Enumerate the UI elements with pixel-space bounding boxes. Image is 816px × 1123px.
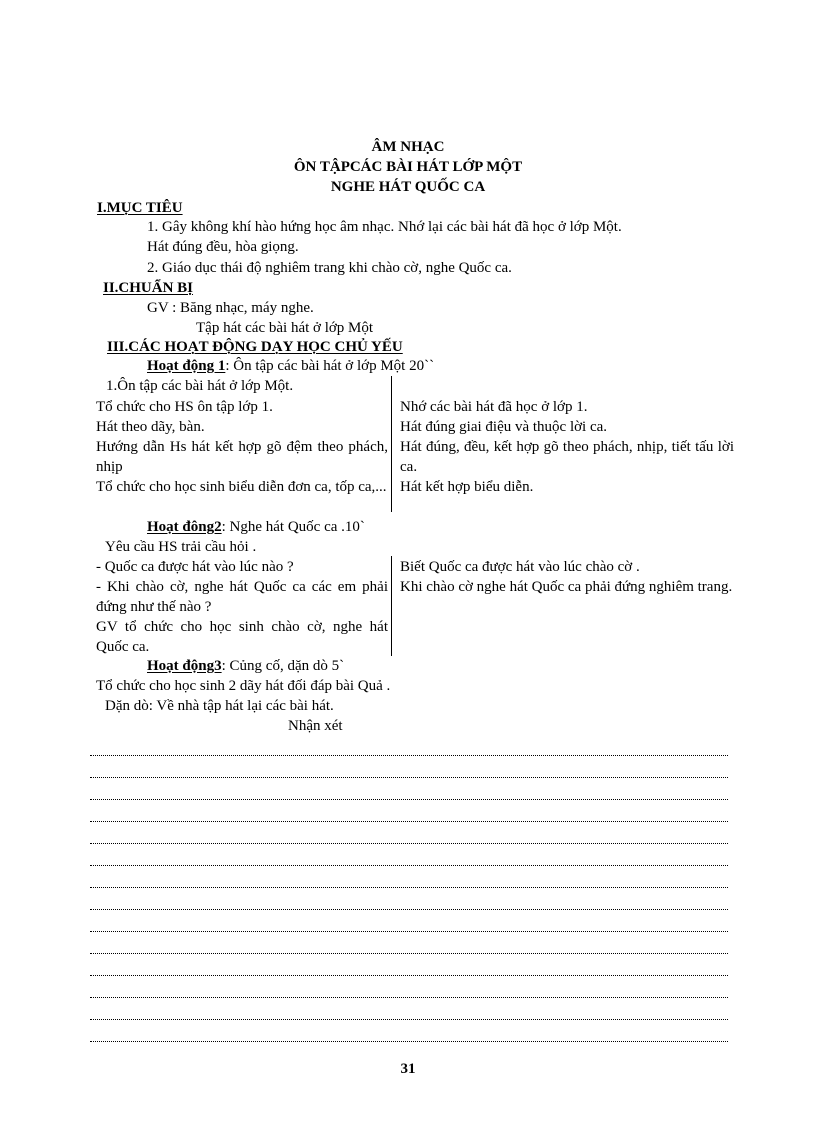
activity3-title: : Củng cố, dặn dò 5` xyxy=(221,658,345,674)
activity1-heading xyxy=(147,356,434,376)
activity2-student-item: Khi chào cờ nghe hát Quốc ca phải đứng nghiêm trang. xyxy=(400,579,733,595)
activity2-label: Hoạt đông2 xyxy=(147,519,222,535)
objective-line: 2. Giáo dục thái độ nghiêm trang khi chào cờ, nghe Quốc ca. xyxy=(147,260,512,276)
page-number: 31 xyxy=(400,1061,416,1077)
dotted-line xyxy=(90,799,728,800)
activity1-teacher-item: Hát theo dãy, bàn. xyxy=(96,419,205,435)
preparation-line: Tập hát các bài hát ở lớp Một xyxy=(196,320,374,336)
preparation-line: GV : Băng nhạc, máy nghe. xyxy=(147,300,314,316)
dotted-line xyxy=(90,997,728,998)
activity2-subheading: Yêu cầu HS trải cầu hỏi . xyxy=(105,539,257,555)
section-activities-heading: III.CÁC HOẠT ĐỘNG DẠY HỌC CHỦ YẾU xyxy=(107,339,403,355)
activity2-teacher-item: - Khi chào cờ, nghe hát Quốc ca các em phải đứng như thế nào ? xyxy=(96,579,388,615)
activity1-label: Hoạt động 1 xyxy=(147,358,226,374)
dotted-line xyxy=(90,821,728,822)
dotted-line xyxy=(90,953,728,954)
dotted-line xyxy=(90,865,728,866)
activity3-line: Dặn dò: Về nhà tập hát lại các bài hát. xyxy=(105,698,334,714)
activity1-title: : Ôn tập các bài hát ở lớp Một 20`` xyxy=(225,358,435,374)
activity1-student-item: Hát kết hợp biểu diễn. xyxy=(400,479,534,495)
dotted-line xyxy=(90,931,728,932)
activity1-student-item: Nhớ các bài hát đã học ở lớp 1. xyxy=(400,399,588,415)
activity2-heading xyxy=(147,517,365,537)
dotted-line xyxy=(90,975,728,976)
dotted-line xyxy=(90,755,728,756)
dotted-line xyxy=(90,843,728,844)
column-divider xyxy=(391,376,392,512)
lesson-title: ÔN TẬPCÁC BÀI HÁT LỚP MỘT xyxy=(293,159,523,175)
dotted-line xyxy=(90,909,728,910)
dotted-line xyxy=(90,887,728,888)
subject-title: ÂM NHẠC xyxy=(371,139,445,155)
activity1-student-item: Hát đúng giai điệu và thuộc lời ca. xyxy=(400,419,608,435)
activity3-heading xyxy=(147,656,344,676)
dotted-line xyxy=(90,1019,728,1020)
section-preparation-heading: II.CHUẨN BỊ xyxy=(103,280,194,296)
activity3-label: Hoạt động3 xyxy=(147,658,222,674)
objective-line: Hát đúng đều, hòa giọng. xyxy=(147,239,299,255)
remarks-label: Nhận xét xyxy=(288,718,343,734)
activity2-teacher-item: - Quốc ca được hát vào lúc nào ? xyxy=(96,559,294,575)
activity2-student-item: Biết Quốc ca được hát vào lúc chào cờ . xyxy=(400,559,640,575)
activity1-teacher-item: Tổ chức cho HS ôn tập lớp 1. xyxy=(96,399,273,415)
activity1-teacher-item: Hướng dẫn Hs hát kết hợp gõ đệm theo phách, nhịp xyxy=(96,439,388,475)
dotted-line xyxy=(90,777,728,778)
activity1-student-item: Hát đúng, đều, kết hợp gõ theo phách, nhịp, tiết tấu lời ca. xyxy=(400,439,734,475)
activity3-line: Tổ chức cho học sinh 2 dãy hát đối đáp bài Quả . xyxy=(96,678,391,694)
objective-line: 1. Gây không khí hào hứng học âm nhạc. Nhớ lại các bài hát đã học ở lớp Một. xyxy=(147,219,622,235)
activity2-teacher-item: GV tổ chức cho học sinh chào cờ, nghe hát Quốc ca. xyxy=(96,619,388,655)
activity1-subheading: 1.Ôn tập các bài hát ở lớp Một. xyxy=(106,378,294,394)
dotted-line xyxy=(90,1041,728,1042)
section-objectives-heading: I.MỤC TIÊU xyxy=(97,200,183,216)
activity1-teacher-item: Tổ chức cho học sinh biểu diễn đơn ca, tốp ca,... xyxy=(96,479,387,495)
lesson-subtitle: NGHE HÁT QUỐC CA xyxy=(330,179,486,195)
column-divider xyxy=(391,556,392,656)
activity2-title: : Nghe hát Quốc ca .10` xyxy=(221,519,365,535)
